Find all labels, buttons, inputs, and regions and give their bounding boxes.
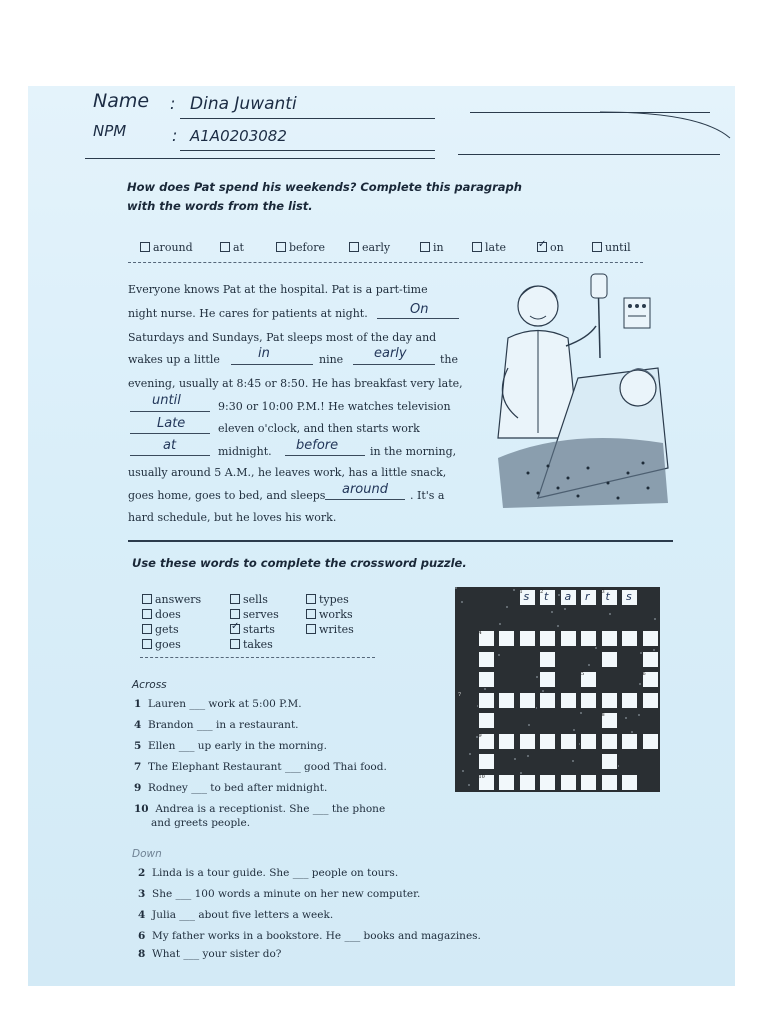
- crossword-letter: r: [585, 590, 590, 603]
- blank-3[interactable]: [353, 364, 435, 365]
- word-option-sells[interactable]: sells: [230, 593, 268, 606]
- checkbox-types[interactable]: [306, 594, 316, 604]
- crossword-number: 6: [642, 671, 646, 677]
- crossword-cell[interactable]: [539, 733, 556, 750]
- word-option-works[interactable]: works: [306, 608, 353, 621]
- paragraph-line-8b: in the morning,: [370, 445, 457, 458]
- across-clue-7: 7 The Elephant Restaurant ___ good Thai food.: [134, 761, 387, 773]
- crossword-cell[interactable]: [601, 630, 618, 647]
- answer-4: until: [152, 393, 181, 408]
- grid-speckle: [455, 587, 457, 589]
- crossword-cell[interactable]: [498, 774, 515, 791]
- grid-speckle: [551, 611, 553, 613]
- paragraph-line-4c: the: [440, 353, 459, 366]
- name-underline: [180, 118, 435, 119]
- crossword-cell[interactable]: [621, 692, 638, 709]
- word-option-types[interactable]: types: [306, 593, 349, 606]
- down-clue-3: 3 She ___ 100 words a minute on her new computer.: [138, 888, 421, 900]
- grid-speckle: [468, 784, 470, 786]
- header-line-bottom-right: [458, 154, 720, 155]
- checkbox-before[interactable]: [276, 242, 286, 252]
- crossword-cell[interactable]: [601, 753, 618, 770]
- crossword-number: 4: [478, 630, 482, 636]
- paragraph-line-5: evening, usually at 8:45 or 8:50. He has breakfast very late,: [128, 377, 463, 390]
- grid-speckle: [564, 608, 566, 610]
- grid-speckle: [557, 625, 559, 627]
- crossword-number: 7: [458, 691, 462, 698]
- grid-speckle: [506, 606, 508, 608]
- crossword-cell[interactable]: [560, 774, 577, 791]
- paragraph-line-10a: goes home, goes to bed, and sleeps: [128, 489, 326, 502]
- grid-speckle: [462, 770, 464, 772]
- paragraph-line-4a: wakes up a little: [128, 353, 220, 366]
- checkbox-takes[interactable]: [230, 639, 240, 649]
- crossword-number: 2: [540, 589, 544, 595]
- paragraph-line-7: eleven o'clock, and then starts work: [218, 422, 420, 435]
- header-curve: [600, 108, 740, 148]
- crossword-letter: s: [626, 590, 632, 603]
- npm-colon: :: [172, 126, 178, 145]
- crossword-cell[interactable]: [539, 671, 556, 688]
- grid-speckle: [625, 717, 627, 719]
- crossword-cell[interactable]: [601, 774, 618, 791]
- crossword-cell[interactable]: [478, 753, 495, 770]
- word-list-divider: [128, 262, 643, 263]
- word-option-in[interactable]: in: [420, 241, 444, 254]
- crossword-number: 1: [519, 589, 523, 595]
- crossword-cell[interactable]: [519, 733, 536, 750]
- crossword-number: 3: [601, 589, 605, 595]
- grid-speckle: [461, 601, 463, 603]
- paragraph-line-4b: nine: [319, 353, 344, 366]
- word-option-before[interactable]: before: [276, 241, 325, 254]
- word-option-around[interactable]: around: [140, 241, 193, 254]
- grid-speckle: [573, 729, 575, 731]
- answer-7: before: [296, 438, 339, 453]
- across-clue-5: 5 Ellen ___ up early in the morning.: [134, 740, 327, 752]
- checkbox-in[interactable]: [420, 242, 430, 252]
- paragraph-line-6: 9:30 or 10:00 P.M.! He watches television: [218, 400, 451, 413]
- word-option-goes[interactable]: goes: [142, 638, 181, 651]
- word-option-serves[interactable]: serves: [230, 608, 279, 621]
- grid-speckle: [572, 760, 574, 762]
- word-option-early[interactable]: early: [349, 241, 390, 254]
- grid-speckle: [588, 664, 590, 666]
- crossword-cell[interactable]: [478, 671, 495, 688]
- crossword-cell[interactable]: [580, 733, 597, 750]
- paragraph-line-3: Saturdays and Sundays, Pat sleeps most of the day and: [128, 331, 437, 344]
- answer-6: at: [163, 438, 177, 453]
- paragraph-line-2: night nurse. He cares for patients at night.: [128, 307, 368, 320]
- grid-speckle: [536, 676, 538, 678]
- answer-5: Late: [157, 416, 186, 431]
- crossword-cell[interactable]: [642, 733, 659, 750]
- word-option-answers[interactable]: answers: [142, 593, 201, 606]
- crossword-cell[interactable]: [478, 692, 495, 709]
- checkbox-starts[interactable]: [230, 624, 240, 634]
- word-option-at[interactable]: at: [220, 241, 244, 254]
- across-clue-9: 9 Rodney ___ to bed after midnight.: [134, 782, 328, 794]
- word-option-until[interactable]: until: [592, 241, 631, 254]
- grid-speckle: [580, 712, 582, 714]
- paragraph-line-9: usually around 5 A.M., he leaves work, has a little snack,: [128, 466, 447, 479]
- grid-speckle: [527, 755, 529, 757]
- checkbox-sells[interactable]: [230, 594, 240, 604]
- answer-8: around: [342, 482, 388, 497]
- checkbox-around[interactable]: [140, 242, 150, 252]
- word-list2-divider: [140, 657, 375, 658]
- name-label: Name: [93, 90, 150, 112]
- crossword-cell[interactable]: [601, 692, 618, 709]
- grid-speckle: [498, 654, 500, 656]
- crossword-number: 9: [478, 732, 482, 739]
- crossword-cell[interactable]: [539, 651, 556, 668]
- word-option-does[interactable]: does: [142, 608, 181, 621]
- crossword-cell[interactable]: [498, 692, 515, 709]
- grid-speckle: [484, 688, 486, 690]
- crossword-cell[interactable]: [498, 630, 515, 647]
- blank-7[interactable]: [285, 455, 365, 456]
- crossword-cell[interactable]: [478, 651, 495, 668]
- crossword-cell[interactable]: [539, 774, 556, 791]
- checkbox-late[interactable]: [472, 242, 482, 252]
- nurse-patient-illustration: [478, 268, 673, 518]
- section1-instruction-line2: with the words from the list.: [127, 199, 313, 213]
- checkbox-serves[interactable]: [230, 609, 240, 619]
- section-divider: [128, 540, 673, 542]
- down-clue-6: 6 My father works in a bookstore. He ___ books and magazines.: [138, 930, 481, 942]
- crossword-number: 10: [478, 773, 485, 780]
- npm-label: NPM: [93, 122, 127, 140]
- answer-3: early: [374, 346, 407, 361]
- crossword-cell[interactable]: [580, 630, 597, 647]
- name-colon: :: [170, 94, 176, 113]
- blank-2[interactable]: [231, 364, 313, 365]
- checkbox-writes[interactable]: [306, 624, 316, 634]
- crossword-cell[interactable]: [580, 774, 597, 791]
- npm-value: A1A0203082: [190, 127, 287, 145]
- grid-speckle: [638, 714, 640, 716]
- crossword-cell[interactable]: [539, 692, 556, 709]
- checkbox-on[interactable]: [537, 242, 547, 252]
- crossword-cell[interactable]: [601, 651, 618, 668]
- crossword-cell[interactable]: [560, 630, 577, 647]
- crossword-cell[interactable]: [642, 651, 659, 668]
- npm-underline: [180, 150, 435, 151]
- header-line-bottom: [85, 158, 435, 159]
- word-option-writes[interactable]: writes: [306, 623, 354, 636]
- checkbox-goes[interactable]: [142, 639, 152, 649]
- word-option-gets[interactable]: gets: [142, 623, 179, 636]
- checkbox-gets[interactable]: [142, 624, 152, 634]
- crossword-cell[interactable]: [601, 733, 618, 750]
- blank-6[interactable]: [130, 455, 210, 456]
- crossword-letter: t: [605, 590, 610, 603]
- crossword-cell[interactable]: [642, 630, 659, 647]
- across-clue-10-cont: and greets people.: [151, 817, 251, 829]
- crossword-cell[interactable]: [621, 733, 638, 750]
- blank-5[interactable]: [130, 433, 210, 434]
- paragraph-line-8a: midnight.: [218, 445, 272, 458]
- name-value: Dina Juwanti: [190, 94, 297, 114]
- crossword-cell[interactable]: [580, 692, 597, 709]
- grid-speckle: [499, 623, 501, 625]
- section2-instruction: Use these words to complete the crossword puzzle.: [132, 556, 467, 570]
- answer-2: in: [258, 346, 270, 361]
- paragraph-line-11: hard schedule, but he loves his work.: [128, 511, 337, 524]
- crossword-cell[interactable]: [519, 692, 536, 709]
- crossword-cell[interactable]: [519, 774, 536, 791]
- grid-speckle: [528, 724, 530, 726]
- across-title: Across: [132, 679, 167, 691]
- crossword-letter: t: [544, 590, 549, 603]
- checkbox-answers[interactable]: [142, 594, 152, 604]
- crossword-number: 5: [581, 671, 585, 677]
- section1-instruction-line1: How does Pat spend his weekends? Complete this paragraph: [127, 180, 522, 194]
- word-option-late[interactable]: late: [472, 241, 506, 254]
- word-option-on[interactable]: ✓ on: [537, 241, 564, 254]
- checkbox-does[interactable]: [142, 609, 152, 619]
- blank-8[interactable]: [325, 499, 405, 500]
- across-clue-10: 10 Andrea is a receptionist. She ___ the phone: [134, 803, 386, 815]
- down-clue-4: 4 Julia ___ about five letters a week.: [138, 909, 334, 921]
- crossword-number: 8: [601, 712, 605, 718]
- grid-speckle: [514, 758, 516, 760]
- crossword-cell[interactable]: [621, 630, 638, 647]
- down-clue-8: 8 What ___ your sister do?: [138, 948, 282, 960]
- crossword-letter: a: [564, 590, 572, 603]
- grid-speckle: [654, 618, 656, 620]
- answer-1: On: [410, 302, 429, 317]
- paragraph-line-10b: . It's a: [410, 489, 445, 502]
- crossword-cell[interactable]: [498, 733, 515, 750]
- crossword-cell[interactable]: [621, 774, 638, 791]
- down-title: Down: [132, 848, 162, 860]
- checkbox-works[interactable]: [306, 609, 316, 619]
- word-option-takes[interactable]: takes: [230, 638, 273, 651]
- grid-speckle: [609, 613, 611, 615]
- checkbox-early[interactable]: [349, 242, 359, 252]
- checkbox-at[interactable]: [220, 242, 230, 252]
- grid-speckle: [469, 753, 471, 755]
- across-clue-1: 1 Lauren ___ work at 5:00 P.M.: [134, 698, 302, 710]
- across-clue-4: 4 Brandon ___ in a restaurant.: [134, 719, 299, 731]
- blank-1[interactable]: [377, 318, 459, 319]
- blank-4[interactable]: [130, 411, 210, 412]
- crossword-cell[interactable]: [478, 712, 495, 729]
- paragraph-line-1: Everyone knows Pat at the hospital. Pat is a part-time: [128, 283, 428, 296]
- crossword-grid: [455, 587, 660, 792]
- down-clue-2: 2 Linda is a tour guide. She ___ people on tours.: [138, 867, 399, 879]
- grid-speckle: [513, 589, 515, 591]
- grid-speckle: [595, 647, 597, 649]
- crossword-cell[interactable]: [519, 630, 536, 647]
- crossword-cell[interactable]: [539, 630, 556, 647]
- crossword-cell[interactable]: [560, 692, 577, 709]
- crossword-cell[interactable]: [642, 692, 659, 709]
- word-option-starts[interactable]: ✓starts: [230, 623, 275, 636]
- checkbox-until[interactable]: [592, 242, 602, 252]
- crossword-cell[interactable]: [560, 733, 577, 750]
- crossword-letter: s: [523, 590, 530, 603]
